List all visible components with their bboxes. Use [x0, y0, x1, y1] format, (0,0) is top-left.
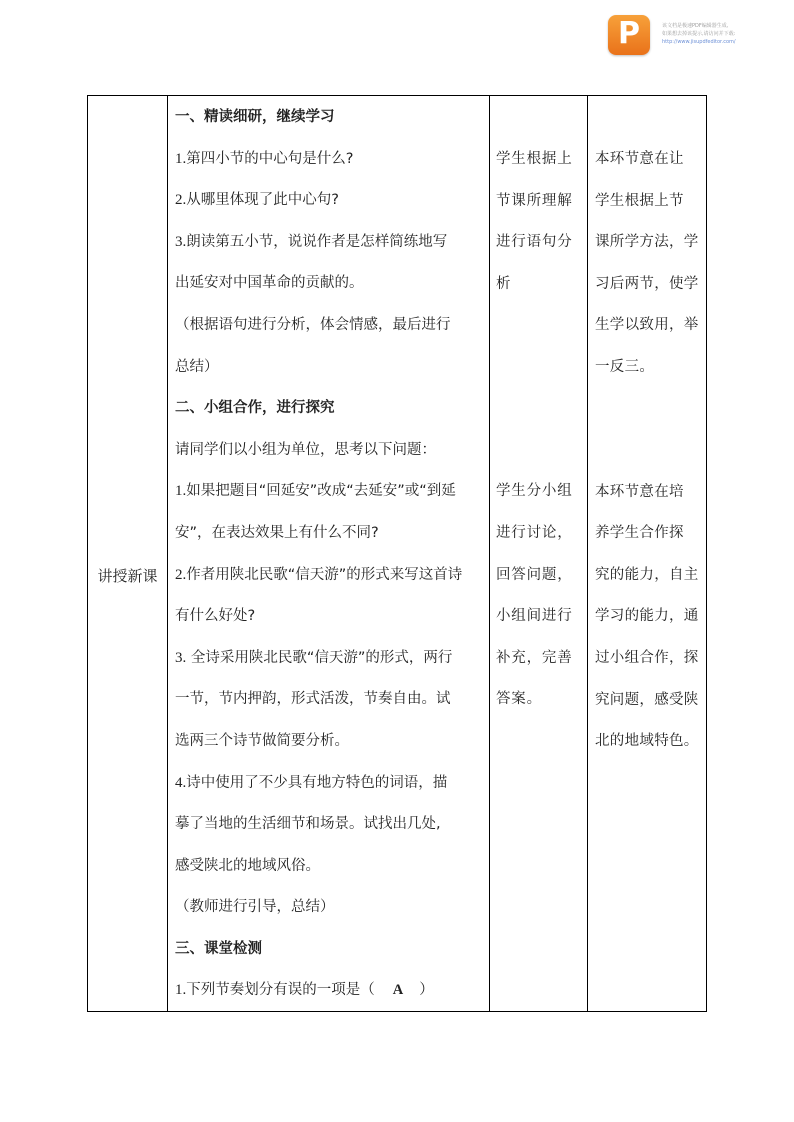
activity-line: 节课所理解 [496, 192, 573, 209]
pdf-editor-logo [608, 15, 650, 55]
question-line: 出延安对中国革命的贡献的。 [175, 275, 364, 292]
instruction-line: 请同学们以小组为单位，思考以下问题： [175, 441, 436, 458]
question-line: 1.如果把题目“回延安”改成“去延安”或“到延 [175, 483, 456, 500]
watermark-url: http://www.jisupdfeditor.com/ [662, 39, 736, 45]
activity-line: 学生根据上 [496, 151, 573, 167]
intent-line: 生学以致用，举 [595, 317, 699, 334]
teaching-content-column [175, 97, 485, 1012]
question-line: 2.从哪里体现了此中心句? [175, 192, 339, 209]
activity-line: 补充，完善 [496, 649, 573, 666]
intent-line: 养学生合作探 [595, 525, 684, 542]
question-line: 选两三个诗节做简要分析。 [175, 732, 349, 749]
column-divider [587, 96, 588, 1011]
question-line: 一节，节内押韵，形式活泼，节奏自由。试 [175, 691, 451, 708]
activity-line: 学生分小组 [496, 483, 573, 500]
intent-line: 学生根据上节 [595, 192, 684, 209]
quiz-answer: A [392, 982, 404, 999]
intent-line: 究的能力，自主 [595, 566, 699, 583]
activity-line: 答案。 [496, 691, 542, 708]
activity-line: 进行语句分 [496, 234, 573, 251]
logo-letter: P [618, 16, 640, 51]
teacher-note: （根据语句进行分析，体会情感，最后进行 [175, 316, 451, 333]
question-line: 2.作者用陕北民歌“信天游”的形式来写这首诗 [175, 566, 463, 583]
section-heading: 三、课堂检测 [175, 940, 262, 957]
question-line: 感受陕北的地域风俗。 [175, 857, 320, 874]
intent-line: 本环节意在让 [595, 151, 684, 167]
watermark-notice [662, 22, 790, 46]
teacher-note: 总结） [175, 358, 219, 375]
watermark-line: 该文档是极速PDF编辑器生成, [662, 23, 729, 29]
column-divider [167, 96, 168, 1011]
intent-line: 北的地域特色。 [595, 733, 699, 750]
lesson-plan-table [87, 95, 707, 1012]
student-activity-column [496, 139, 584, 721]
intent-line: 习后两节，使学 [595, 275, 699, 292]
intent-line: 本环节意在培 [595, 483, 684, 500]
activity-line: 回答问题， [496, 566, 573, 583]
section-label: 讲授新课 [97, 567, 158, 585]
question-line: 3.朗读第五小节，说说作者是怎样简练地写 [175, 233, 448, 250]
question-line: 安”，在表达效果上有什么不同? [175, 524, 379, 541]
activity-line: 小组间进行 [496, 608, 573, 625]
activity-line: 进行讨论， [496, 524, 573, 541]
teacher-note: （教师进行引导，总结） [175, 899, 335, 916]
watermark-line: 如果想去掉该提示,请访问并下载: [662, 31, 736, 37]
intent-line: 一反三。 [595, 358, 655, 375]
intent-line: 学习的能力，通 [595, 608, 699, 625]
question-line: 1.第四小节的中心句是什么? [175, 150, 354, 167]
question-line: 有什么好处? [175, 608, 256, 625]
column-divider [489, 96, 490, 1011]
question-line: 摹了当地的生活细节和场景。试找出几处, [175, 816, 441, 833]
intent-line: 课所学方法，学 [595, 234, 699, 251]
question-line: 3. 全诗采用陕北民歌“信天游”的形式，两行 [175, 649, 453, 666]
design-intent-column [595, 139, 705, 763]
intent-line: 究问题，感受陕 [595, 691, 699, 708]
question-line: 4.诗中使用了不少具有地方特色的词语，描 [175, 774, 448, 791]
section-heading: 二、小组合作，进行探究 [175, 400, 335, 417]
quiz-question: 1.下列节奏划分有误的一项是（ A ） [175, 982, 434, 999]
section-heading: 一、精读细研，继续学习 [175, 109, 335, 125]
intent-line: 过小组合作，探 [595, 649, 699, 666]
activity-line: 析 [496, 275, 512, 292]
